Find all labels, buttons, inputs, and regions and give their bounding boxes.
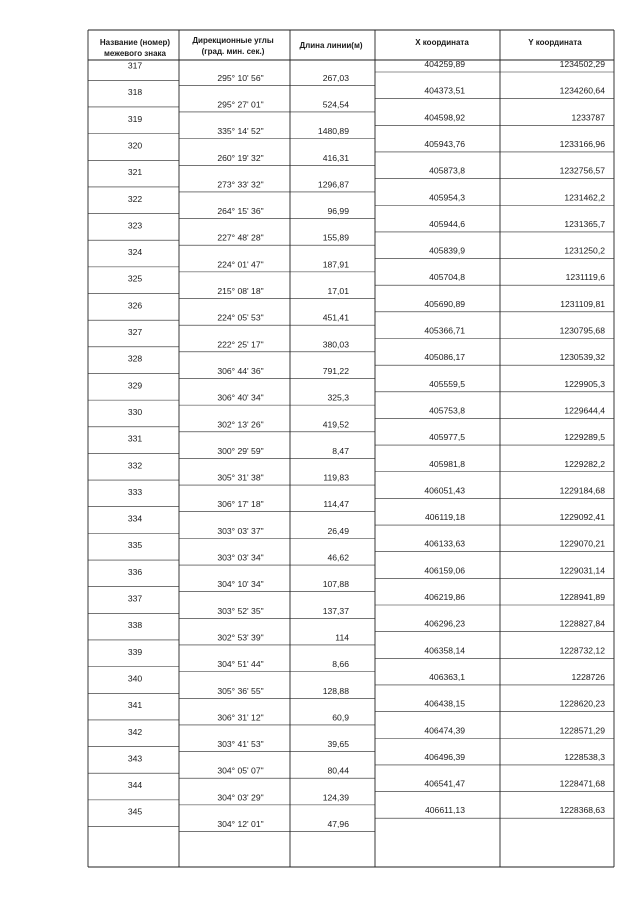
x-coordinate: 406159,06 (424, 565, 465, 576)
y-coordinate: 1229282,2 (564, 458, 605, 469)
line-length: 1296,87 (317, 179, 349, 190)
direction-angle: 222° 25' 17" (217, 339, 264, 350)
x-coordinate: 404259,89 (424, 59, 465, 69)
direction-angle: 215° 08' 18" (217, 286, 264, 297)
direction-angle: 304° 12' 01" (217, 819, 264, 830)
line-length: 8,66 (332, 659, 349, 670)
point-name: 320 (127, 140, 143, 151)
y-coordinate: 1229289,5 (564, 432, 605, 443)
line-length: 107,88 (322, 579, 349, 590)
x-coordinate: 405873,8 (429, 165, 465, 176)
direction-angle: 300° 29' 59" (217, 445, 264, 456)
x-coordinate: 406496,39 (424, 751, 465, 762)
point-name: 318 (127, 87, 143, 98)
direction-angle: 306° 40' 34" (217, 392, 264, 403)
y-coordinate: 1228571,29 (559, 725, 605, 736)
point-name: 321 (127, 167, 143, 178)
point-name: 319 (127, 113, 143, 124)
direction-angle: 302° 13' 26" (217, 419, 264, 430)
line-length: 80,44 (327, 765, 349, 776)
line-length: 128,88 (322, 685, 349, 696)
point-name: 330 (127, 406, 143, 417)
line-length: 124,39 (322, 792, 349, 803)
point-name: 334 (127, 513, 143, 524)
y-coordinate: 1228368,63 (559, 805, 605, 816)
y-coordinate: 1230795,68 (559, 325, 605, 336)
y-coordinate: 1229905,3 (564, 378, 605, 389)
x-coordinate: 406474,39 (424, 725, 465, 736)
y-coordinate: 1228620,23 (559, 698, 605, 709)
direction-angle: 295° 27' 01" (217, 99, 264, 110)
y-coordinate: 1228471,68 (559, 778, 605, 789)
direction-angle: 227° 48' 28" (217, 232, 264, 243)
point-name: 333 (127, 486, 143, 497)
y-coordinate: 1231365,7 (564, 218, 605, 229)
direction-angle: 304° 03' 29" (217, 792, 264, 803)
x-coordinate: 406541,47 (424, 778, 465, 789)
line-length: 380,03 (322, 339, 349, 350)
point-name: 340 (127, 673, 143, 684)
line-length: 47,96 (327, 819, 349, 830)
line-length: 155,89 (322, 232, 349, 243)
direction-angle: 305° 36' 55" (217, 685, 264, 696)
header-x-coordinate: X координата (415, 38, 469, 47)
x-coordinate: 404598,92 (424, 112, 465, 123)
header-name-line2: межевого знака (103, 49, 167, 58)
direction-angle: 303° 03' 37" (217, 525, 264, 536)
x-coordinate: 405086,17 (424, 352, 465, 363)
point-name: 341 (127, 700, 143, 711)
line-length: 119,83 (323, 472, 349, 483)
header-y-coordinate: Y координата (528, 38, 582, 47)
point-name: 329 (127, 380, 143, 391)
line-length: 325,3 (327, 392, 349, 403)
x-coordinate: 405559,5 (429, 378, 465, 389)
y-coordinate: 1228732,12 (559, 645, 605, 656)
line-length: 267,03 (322, 72, 349, 83)
y-coordinate: 1228941,89 (559, 592, 605, 602)
direction-angle: 306° 17' 18" (217, 499, 264, 510)
x-coordinate: 405944,6 (429, 218, 465, 229)
x-coordinate: 405954,3 (429, 192, 465, 203)
y-coordinate: 1229070,21 (559, 538, 605, 549)
point-name: 325 (127, 273, 143, 284)
x-coordinate: 405366,71 (424, 325, 465, 336)
y-coordinate: 1231250,2 (564, 245, 605, 256)
y-coordinate: 1231119,6 (565, 272, 605, 283)
line-length: 17,01 (327, 286, 349, 297)
direction-angle: 303° 03' 34" (217, 552, 264, 563)
point-name: 339 (127, 646, 143, 657)
x-coordinate: 405704,8 (429, 272, 465, 283)
point-name: 338 (127, 620, 143, 631)
header-name-line1: Название (номер) (99, 38, 171, 47)
y-coordinate: 1229184,68 (559, 485, 605, 496)
line-length: 1480,89 (317, 126, 349, 137)
point-name: 335 (127, 540, 143, 551)
y-coordinate: 1231462,2 (564, 192, 605, 203)
point-name: 322 (127, 193, 143, 204)
point-name: 342 (127, 726, 143, 737)
point-name: 336 (127, 566, 143, 577)
x-coordinate: 406133,63 (424, 538, 465, 549)
line-length: 791,22 (322, 365, 349, 376)
table-grid (88, 30, 614, 867)
line-length: 39,65 (327, 739, 349, 750)
y-coordinate: 1229092,41 (559, 512, 605, 523)
point-name: 331 (127, 433, 143, 444)
y-coordinate: 1234502,29 (559, 59, 605, 69)
y-coordinate: 1231109,81 (560, 298, 605, 309)
point-name: 324 (127, 247, 143, 258)
line-length: 60,9 (332, 712, 349, 723)
table-body (128, 59, 605, 829)
direction-angle: 306° 44' 36" (217, 365, 264, 376)
y-coordinate: 1228726 (571, 671, 605, 682)
point-name: 317 (127, 60, 143, 71)
table-header (100, 36, 582, 58)
direction-angle: 303° 41' 53" (217, 739, 264, 750)
x-coordinate: 405690,89 (424, 298, 465, 309)
x-coordinate: 406119,18 (425, 512, 465, 523)
direction-angle: 305° 31' 38" (217, 472, 264, 483)
x-coordinate: 406358,14 (424, 645, 465, 656)
direction-angle: 306° 31' 12" (217, 712, 264, 723)
line-length: 8,47 (332, 445, 349, 456)
line-length: 26,49 (327, 525, 349, 536)
point-name: 332 (127, 460, 143, 471)
y-coordinate: 1228538,3 (564, 751, 605, 762)
y-coordinate: 1232756,57 (559, 165, 605, 176)
direction-angle: 224° 01' 47" (217, 259, 264, 270)
x-coordinate: 406219,86 (424, 592, 465, 602)
direction-angle: 304° 05' 07" (217, 765, 264, 776)
direction-angle: 295° 10' 56" (217, 72, 264, 83)
x-coordinate: 405753,8 (429, 405, 465, 416)
line-length: 187,91 (322, 259, 349, 270)
x-coordinate: 404373,51 (424, 85, 465, 96)
direction-angle: 224° 05' 53" (217, 312, 264, 323)
direction-angle: 264° 15' 36" (217, 206, 264, 217)
x-coordinate: 405981,8 (429, 458, 465, 469)
x-coordinate: 406051,43 (424, 485, 465, 496)
line-length: 416,31 (322, 152, 349, 163)
header-length: Длина линии(м) (299, 41, 363, 50)
direction-angle: 273° 33' 32" (217, 179, 264, 190)
line-length: 419,52 (322, 419, 349, 430)
y-coordinate: 1229644,4 (564, 405, 605, 416)
y-coordinate: 1230539,32 (559, 352, 605, 363)
x-coordinate: 406438,15 (424, 698, 465, 709)
line-length: 451,41 (322, 312, 349, 323)
point-name: 343 (127, 753, 143, 764)
x-coordinate: 405839,9 (429, 245, 465, 256)
x-coordinate: 405943,76 (424, 138, 465, 149)
point-name: 326 (127, 300, 143, 311)
y-coordinate: 1233166,96 (559, 138, 605, 149)
direction-angle: 304° 10' 34" (217, 579, 264, 590)
header-angle-line1: Дирекционные углы (192, 36, 274, 45)
y-coordinate: 1234260,64 (559, 85, 605, 96)
line-length: 46,62 (327, 552, 349, 563)
line-length: 96,99 (327, 206, 349, 217)
point-name: 337 (127, 593, 143, 604)
header-angle-line2: (град. мин. сек.) (201, 47, 265, 56)
y-coordinate: 1233787 (571, 112, 605, 123)
direction-angle: 302° 53' 39" (217, 632, 264, 643)
line-length: 114 (335, 632, 349, 643)
y-coordinate: 1229031,14 (559, 565, 605, 576)
point-name: 323 (127, 220, 143, 231)
point-name: 345 (127, 806, 143, 817)
point-name: 327 (127, 327, 143, 337)
line-length: 137,37 (322, 605, 349, 616)
x-coordinate: 406296,23 (424, 618, 465, 629)
y-coordinate: 1228827,84 (559, 618, 605, 629)
direction-angle: 335° 14' 52" (217, 126, 264, 137)
x-coordinate: 406363,1 (429, 671, 465, 682)
line-length: 524,54 (322, 99, 349, 110)
line-length: 114,47 (323, 499, 349, 510)
x-coordinate: 405977,5 (429, 432, 465, 443)
x-coordinate: 406611,13 (425, 805, 465, 816)
direction-angle: 303° 52' 35" (217, 605, 264, 616)
point-name: 328 (127, 353, 143, 364)
direction-angle: 304° 51' 44" (217, 659, 264, 670)
direction-angle: 260° 19' 32" (217, 152, 264, 163)
point-name: 344 (127, 780, 143, 791)
